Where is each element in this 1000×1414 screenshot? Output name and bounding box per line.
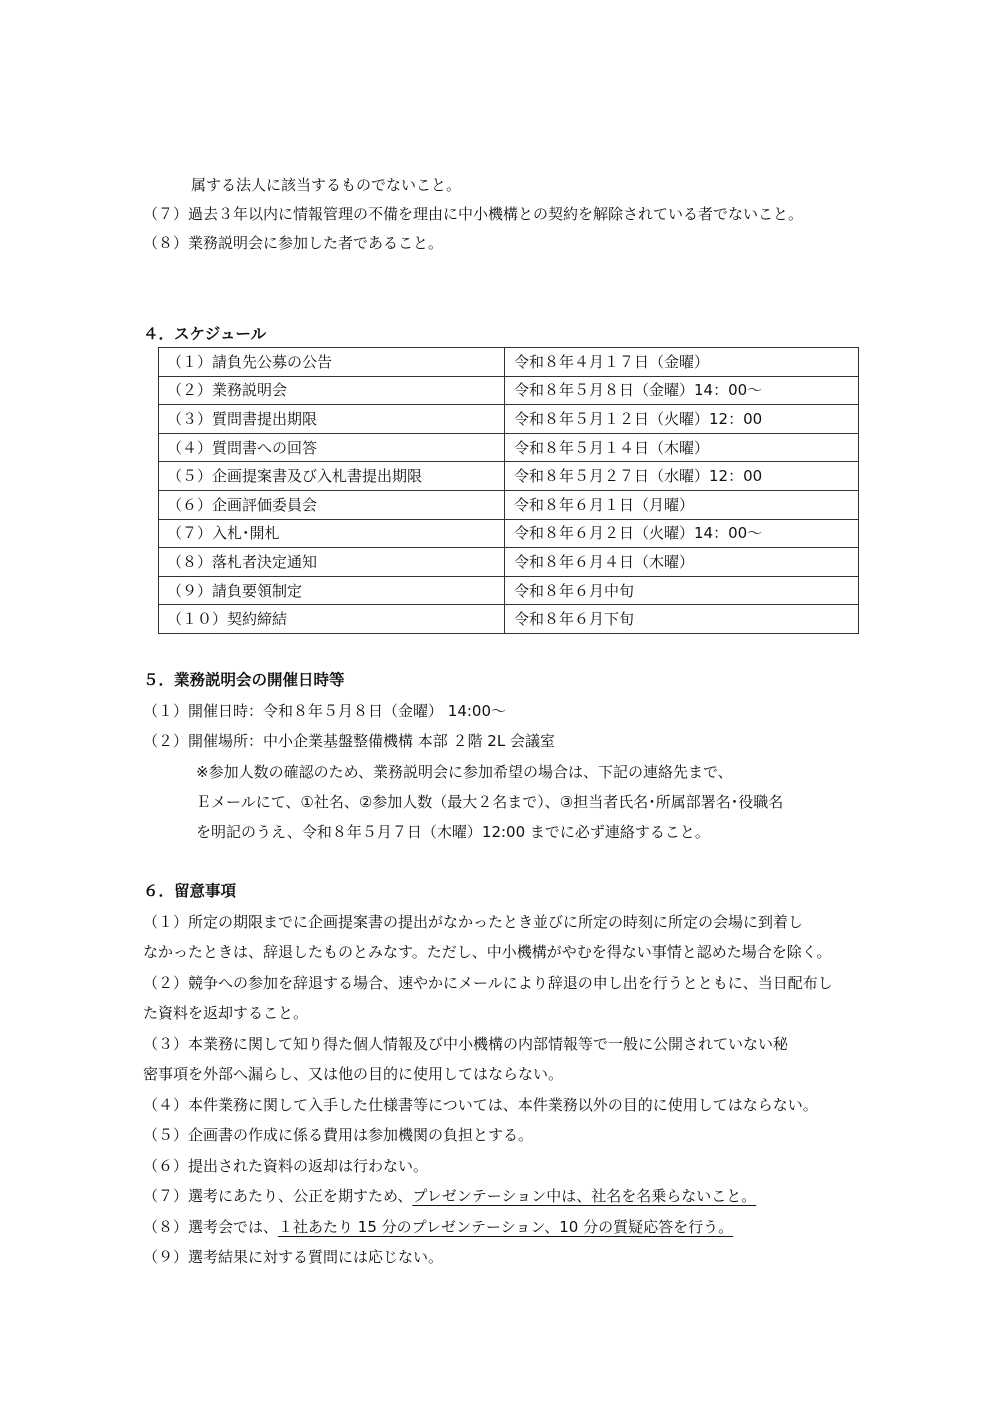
- briefing-note-line-3: を明記のうえ、令和８年５月７日（木曜）12:00 までに必ず連絡すること。: [196, 823, 710, 841]
- notes-heading: ６．留意事項: [143, 882, 237, 900]
- briefing-note-line-2: Ｅメールにて、①社名、②参加人数（最大２名まで）、③担当者氏名･所属部署名･役職名: [196, 793, 784, 811]
- schedule-date: 令和８年５月１４日（木曜）: [505, 433, 859, 462]
- table-row: [159, 462, 859, 491]
- table-row: [159, 576, 859, 605]
- schedule-item: （５）企画提案書及び入札書提出期限: [159, 462, 505, 491]
- notes-item-7: [143, 1186, 756, 1206]
- briefing-note-line-1: ※参加人数の確認のため、業務説明会に参加希望の場合は、下記の連絡先まで、: [196, 763, 733, 781]
- notes-item-8-underlined: １社あたり 15 分のプレゼンテーション、10 分の質疑応答を行う。: [278, 1218, 734, 1236]
- schedule-date: 令和８年６月４日（木曜）: [505, 548, 859, 577]
- section3-continuation: 属する法人に該当するものでないこと。: [191, 176, 462, 194]
- schedule-item: （２）業務説明会: [159, 376, 505, 405]
- notes-item-3-line-1: （３）本業務に関して知り得た個人情報及び中小機構の内部情報等で一般に公開されていない秘: [143, 1035, 789, 1053]
- schedule-date: 令和８年６月中旬: [505, 576, 859, 605]
- schedule-item: （１）請負先公募の公告: [159, 348, 505, 377]
- schedule-date: 令和８年６月下旬: [505, 605, 859, 634]
- table-row: [159, 548, 859, 577]
- schedule-item: （４）質問書への回答: [159, 433, 505, 462]
- schedule-item: （１０）契約締結: [159, 605, 505, 634]
- schedule-item: （９）請負要領制定: [159, 576, 505, 605]
- schedule-heading: ４．スケジュール: [143, 325, 267, 343]
- schedule-date: 令和８年６月１日（月曜）: [505, 490, 859, 519]
- notes-item-2-line-1: （２）競争への参加を辞退する場合、速やかにメールにより辞退の申し出を行うとともに、当日配布し: [143, 974, 833, 992]
- table-row: [159, 490, 859, 519]
- schedule-item: （７）入札･開札: [159, 519, 505, 548]
- notes-item-6: （６）提出された資料の返却は行わない。: [143, 1157, 429, 1175]
- section3-item-7: （７）過去３年以内に情報管理の不備を理由に中小機構との契約を解除されている者でないこと。: [143, 205, 804, 223]
- schedule-date: 令和８年６月２日（火曜）14：00～: [505, 519, 859, 548]
- schedule-table: [158, 347, 859, 634]
- table-row: [159, 348, 859, 377]
- schedule-date: 令和８年５月２７日（水曜）12：00: [505, 462, 859, 491]
- notes-item-9: （９）選考結果に対する質問には応じない。: [143, 1248, 444, 1266]
- briefing-heading: ５．業務説明会の開催日時等: [143, 671, 345, 689]
- briefing-item-2: （２）開催場所：中小企業基盤整備機構 本部 ２階 2L 会議室: [143, 732, 555, 750]
- schedule-item: （６）企画評価委員会: [159, 490, 505, 519]
- schedule-date: 令和８年４月１７日（金曜）: [505, 348, 859, 377]
- schedule-date: 令和８年５月１２日（火曜）12：00: [505, 405, 859, 434]
- notes-item-7-underlined: プレゼンテーション中は、社名を名乗らないこと。: [412, 1187, 757, 1205]
- notes-item-1-line-1: （１）所定の期限までに企画提案書の提出がなかったとき並びに所定の時刻に所定の会場に到着し: [143, 913, 804, 931]
- table-row: [159, 376, 859, 405]
- notes-item-4: （４）本件業務に関して入手した仕様書等については、本件業務以外の目的に使用してはならない。: [143, 1096, 818, 1114]
- table-row: [159, 405, 859, 434]
- notes-item-8-text: （８）選考会では、: [143, 1218, 279, 1236]
- notes-item-1-line-2: なかったときは、辞退したものとみなす。ただし、中小機構がやむを得ない事情と認めた場合を除く。: [143, 943, 832, 961]
- notes-item-5: （５）企画書の作成に係る費用は参加機関の負担とする。: [143, 1126, 534, 1144]
- table-row: [159, 519, 859, 548]
- notes-item-3-line-2: 密事項を外部へ漏らし、又は他の目的に使用してはならない。: [143, 1065, 564, 1083]
- schedule-date: 令和８年５月８日（金曜）14：00～: [505, 376, 859, 405]
- schedule-item: （３）質問書提出期限: [159, 405, 505, 434]
- section3-item-8: （８）業務説明会に参加した者であること。: [143, 234, 444, 252]
- notes-item-7-text: （７）選考にあたり、公正を期すため、: [143, 1187, 413, 1205]
- table-row: [159, 605, 859, 634]
- notes-item-2-line-2: た資料を返却すること。: [143, 1004, 309, 1022]
- briefing-item-1: （１）開催日時：令和８年５月８日（金曜） 14:00～: [143, 702, 506, 720]
- notes-item-8: [143, 1217, 733, 1237]
- schedule-item: （８）落札者決定通知: [159, 548, 505, 577]
- table-row: [159, 433, 859, 462]
